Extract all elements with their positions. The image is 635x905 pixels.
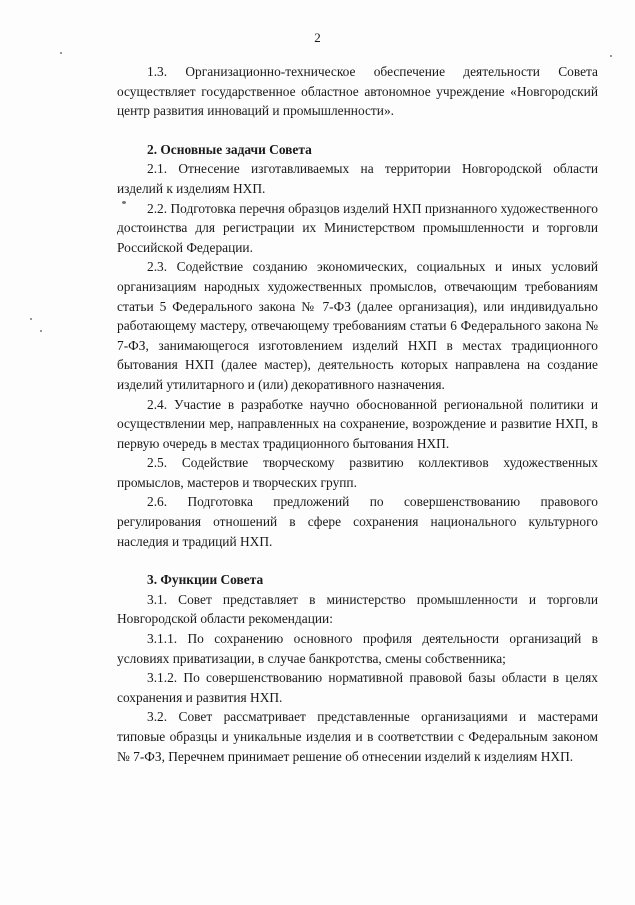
paragraph-2-4: 2.4. Участие в разработке научно обоснованной региональной политики и осуществлении мер, направленных на сохранение, возрождение и развитие НХП, в первую очередь в местах традиционного бытования НХП. [117, 396, 598, 451]
document-body [117, 62, 598, 766]
scan-speck [30, 318, 32, 320]
section-functions [117, 570, 598, 766]
paragraph-2-5: 2.5. Содействие творческому развитию коллективов художественных промыслов, мастеров и творческих групп. [117, 455, 598, 490]
scan-speck [122, 201, 126, 204]
paragraph-3-1-2: 3.1.2. По совершенствованию нормативной правовой базы области в целях сохранения и развития НХП. [117, 670, 598, 705]
paragraph-2-3: 2.3. Содействие созданию экономических, социальных и иных условий организациям народных художественных промыслов, отвечающим требованиям статьи 5 Федерального закона № 7-ФЗ (далее организация), или индивидуально работающему мастеру, отвечающему требованиям статьи 6 Федерального закона № 7-ФЗ, занимающегося изготовлением изделий НХП в местах традиционного бытования НХП (далее мастер), деятельность которых направлена на создание изделий утилитарного и (или) декоративного назначения. [117, 259, 598, 392]
paragraph-1-3: 1.3. Организационно-техническое обеспечение деятельности Совета осуществляет государственное областное автономное учреждение «Новгородский центр развития инноваций и промышленности». [117, 64, 598, 119]
paragraph-3-2: 3.2. Совет рассматривает представленные организациями и мастерами типовые образцы и уникальные изделия и в соответствии с Федеральным законом № 7-ФЗ, Перечнем принимает решение об отнесении изделий к изделиям НХП. [117, 709, 598, 764]
paragraph-3-1: 3.1. Совет представляет в министерство промышленности и торговли Новгородской области рекомендации: [117, 591, 598, 627]
paragraph-2-6: 2.6. Подготовка предложений по совершенствованию правового регулирования отношений в сфере сохранения национального культурного наследия и традиций НХП. [117, 494, 598, 549]
section-heading-main-tasks: 2. Основные задачи Совета [147, 141, 312, 157]
scan-speck [60, 52, 62, 54]
scan-speck [40, 330, 42, 332]
page-number: 2 [314, 30, 321, 45]
scan-speck [610, 55, 612, 57]
paragraph-2-1: 2.1. Отнесение изготавливаемых на территории Новгородской области изделий к изделиям НХП. [117, 161, 598, 196]
paragraph-3-1-1: 3.1.1. По сохранению основного профиля деятельности организаций в условиях приватизации, в случае банкротства, смены собственника; [117, 631, 598, 666]
section-heading-functions: 3. Функции Совета [147, 572, 264, 588]
paragraph-2-2: 2.2. Подготовка перечня образцов изделий НХП признанного художественного достоинства для регистрации их Министерством промышленности и торговли Российской Федерации. [117, 200, 598, 255]
section-main-tasks [117, 140, 598, 551]
section-1-3 [117, 62, 598, 121]
